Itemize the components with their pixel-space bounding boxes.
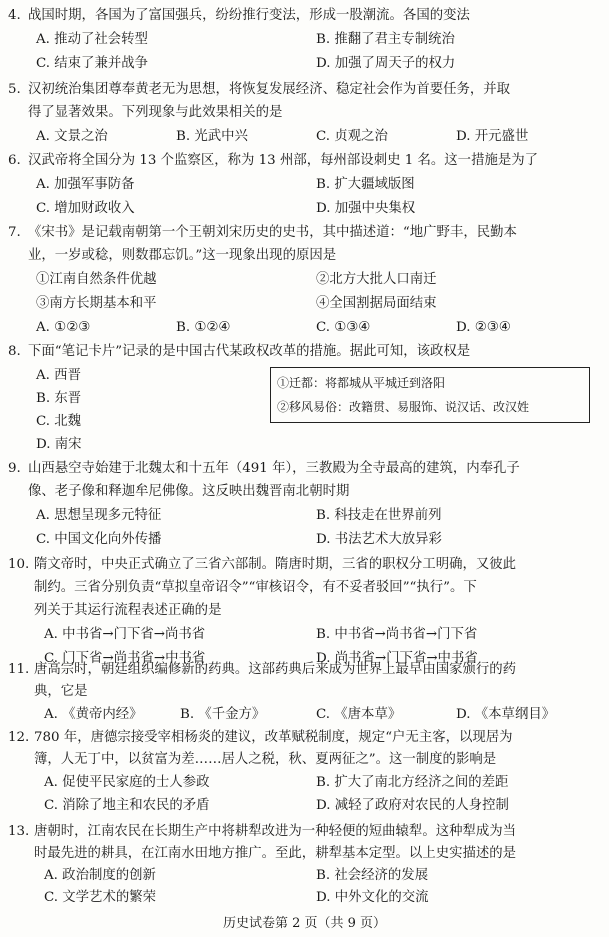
- option-b: B. 推翻了君主专制统治: [316, 32, 455, 47]
- question-number: 4.: [8, 8, 21, 23]
- option-d: D. 加强了周天子的权力: [316, 56, 456, 71]
- option-b: B. 东晋: [36, 391, 82, 406]
- option-a: A. 加强军事防备: [36, 177, 135, 192]
- option-c: C. 门下省→尚书省→中书省: [44, 651, 206, 666]
- question-stem: 山西悬空寺始建于北魏太和十五年（491 年），三教殿为全寺最高的建筑，内奉孔子: [28, 461, 520, 476]
- question-number: 6.: [8, 153, 21, 168]
- question-stem: 780 年，唐德宗接受宰相杨炎的建议，改革赋税制度，规定“户无主客，以现居为: [34, 730, 513, 745]
- question-number: 10.: [8, 557, 30, 572]
- note-card-line: ②移风易俗：改籍贯、易服饰、说汉话、改汉姓: [277, 400, 530, 414]
- option-c: C. 增加财政收入: [36, 201, 135, 216]
- option-d: D. 减轻了政府对农民的人身控制: [316, 798, 509, 813]
- option-c: C. 中国文化向外传播: [36, 532, 162, 547]
- question-stem: 列关于其运行流程表述正确的是: [34, 603, 222, 618]
- statement-item: ②北方大批人口南迁: [316, 272, 437, 287]
- option-a: A. 推动了社会转型: [36, 32, 148, 47]
- question-stem: 制约。三省分别负责“草拟皇帝诏令”“审核诏令，有不妥者驳回”“执行”。下: [34, 580, 477, 595]
- question-number: 11.: [8, 662, 30, 677]
- option-b: B. 《千金方》: [180, 707, 266, 722]
- option-b: B. 扩大了南北方经济之间的差距: [316, 775, 509, 790]
- option-d: D. 尚书省→门下省→中书省: [316, 651, 478, 666]
- option-d: D. 《本草纲目》: [456, 707, 556, 722]
- option-b: B. ①②④: [176, 320, 231, 335]
- question-number: 13.: [8, 824, 30, 839]
- question-number: 8.: [8, 344, 21, 359]
- option-a: A. ①②③: [36, 320, 91, 335]
- note-card: [270, 367, 590, 423]
- option-d: D. 书法艺术大放异彩: [316, 532, 442, 547]
- option-d: D. 加强中央集权: [316, 201, 416, 216]
- option-d: D. ②③④: [456, 320, 511, 335]
- question-stem: 汉初统治集团尊奉黄老无为思想，将恢复发展经济、稳定社会作为首要任务，并取: [28, 82, 511, 97]
- question-number: 5.: [8, 82, 21, 97]
- question-stem: 汉武帝将全国分为 13 个监察区，称为 13 州部，每州部设刺史 1 名。这一措施是为了: [28, 153, 539, 168]
- option-a: A. 政治制度的创新: [44, 868, 156, 883]
- option-d: D. 南宋: [36, 437, 82, 452]
- question-number: 12.: [8, 730, 30, 745]
- option-c: C. 文学艺术的繁荣: [44, 890, 157, 905]
- option-a: A. 思想呈现多元特征: [36, 508, 162, 523]
- option-c: C. 北魏: [36, 414, 82, 429]
- option-c: C. 《唐本草》: [316, 707, 402, 722]
- question-number: 9.: [8, 461, 21, 476]
- option-d: D. 中外文化的交流: [316, 890, 429, 905]
- option-a: A. 《黄帝内经》: [44, 707, 143, 722]
- option-c: C. 消除了地主和农民的矛盾: [44, 798, 210, 813]
- statement-item: ①江南自然条件优越: [36, 272, 157, 287]
- question-stem: 唐朝时，江南农民在长期生产中将耕犁改进为一种轻便的短曲辕犁。这种犁成为当: [34, 824, 517, 839]
- question-stem: 唐高宗时，朝廷组织编修新的药典。这部药典后来成为世界上最早由国家颁行的药: [34, 662, 517, 677]
- note-card-line: ①迁都：将都城从平城迁到洛阳: [277, 376, 446, 390]
- question-stem: 得了显著效果。下列现象与此效果相关的是: [28, 105, 283, 120]
- question-stem: 战国时期，各国为了富国强兵，纷纷推行变法，形成一股潮流。各国的变法: [28, 8, 470, 23]
- question-stem: 簿，人无丁中，以贫富为差……居人之税，秋、夏两征之”。这一制度的影响是: [34, 752, 497, 767]
- option-b: B. 扩大疆域版图: [316, 177, 415, 192]
- statement-item: ④全国割据局面结束: [316, 296, 437, 311]
- question-stem: 像、老子像和释迦牟尼佛像。这反映出魏晋南北朝时期: [28, 484, 350, 499]
- question-stem: 典，它是: [34, 684, 88, 699]
- option-b: B. 光武中兴: [176, 129, 248, 144]
- statement-item: ③南方长期基本和平: [36, 296, 157, 311]
- option-a: A. 中书省→门下省→尚书省: [44, 627, 206, 642]
- page-footer: 历史试卷第 2 页（共 9 页）: [222, 916, 387, 931]
- option-c: C. 结束了兼并战争: [36, 56, 149, 71]
- option-a: A. 西晋: [36, 368, 81, 383]
- option-b: B. 社会经济的发展: [316, 868, 429, 883]
- question-stem: 隋文帝时，中央正式确立了三省六部制。隋唐时期，三省的职权分工明确，又彼此: [34, 557, 517, 572]
- question-stem: 业，一岁或稔，则数郡忘饥。”这一现象出现的原因是: [28, 248, 337, 263]
- option-a: A. 文景之治: [36, 129, 108, 144]
- question-number: 7.: [8, 225, 21, 240]
- option-c: C. 贞观之治: [316, 129, 388, 144]
- question-stem: 下面“笔记卡片”记录的是中国古代某政权改革的措施。据此可知，该政权是: [28, 344, 471, 359]
- question-stem: 时最先进的耕具，在江南水田地方推广。至此，耕犁基本定型。以上史实描述的是: [34, 846, 517, 861]
- option-b: B. 科技走在世界前列: [316, 508, 442, 523]
- option-c: C. ①③④: [316, 320, 371, 335]
- question-stem: 《宋书》是记载南朝第一个王朝刘宋历史的史书，其中描述道：“地广野丰，民勤本: [28, 225, 517, 240]
- option-b: B. 中书省→尚书省→门下省: [316, 627, 478, 642]
- option-a: A. 促使平民家庭的士人参政: [44, 775, 210, 790]
- option-d: D. 开元盛世: [456, 129, 529, 144]
